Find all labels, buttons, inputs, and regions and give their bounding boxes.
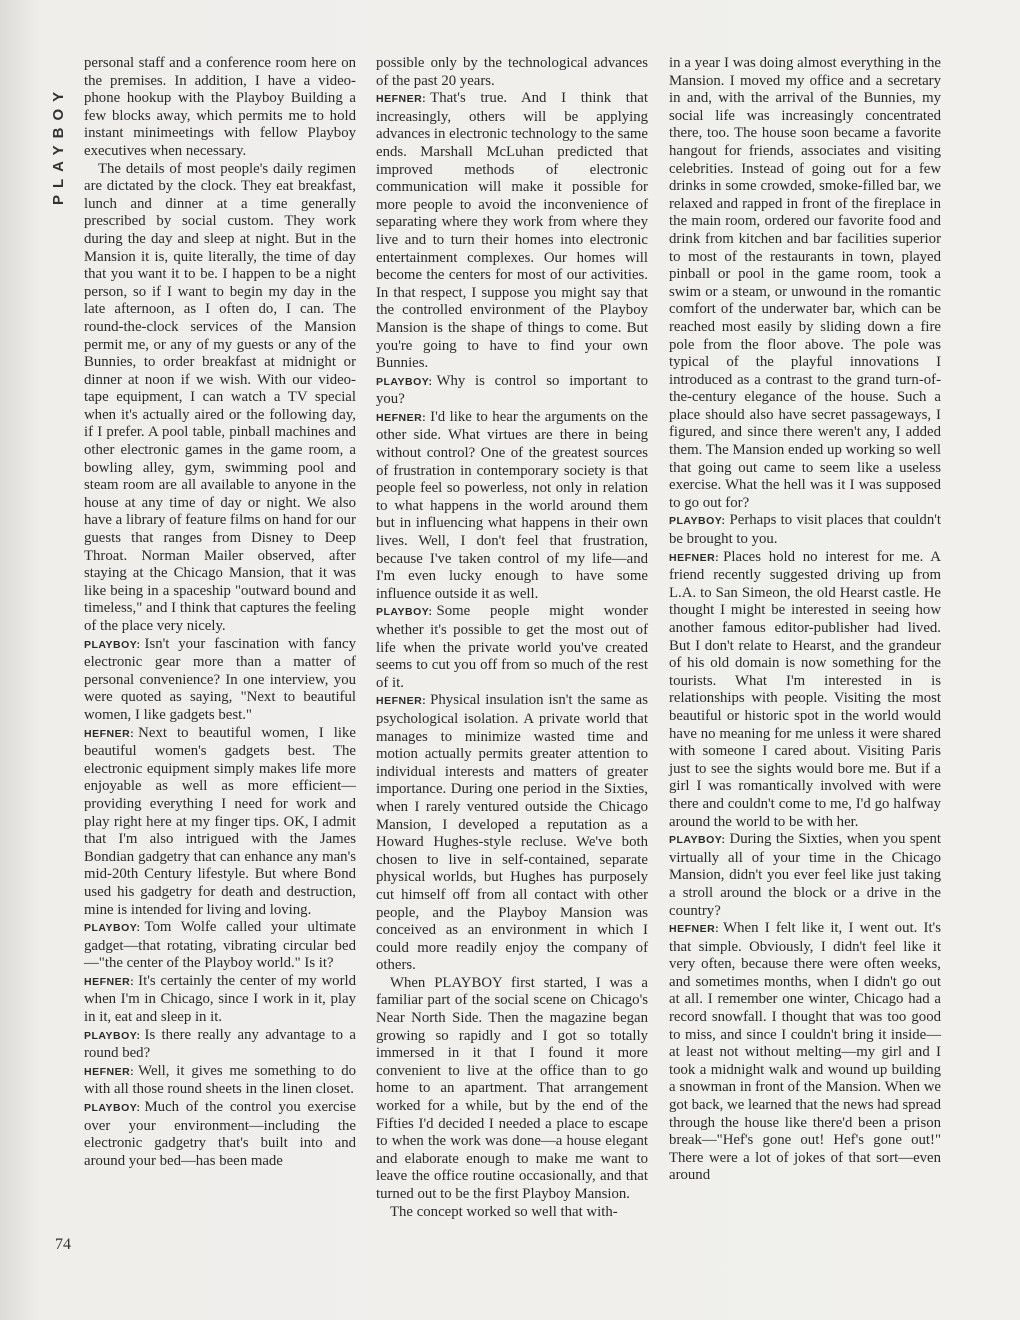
paragraph-text: When PLAYBOY first started, I was a familiar part of the social scene on Chicago's Near North Side. Then the magazine began growing so rapidly and I got so totally immersed in it that I found it more convenient to live at the office than to go home to an apartment. That arrangement worked for a while, but by the end of the Fifties I'd decided I needed a place to escape to when the work was done—a house elegant and elaborate enough to make me want to leave the office routine occasionally, and that turned out to be the first Playboy Mansion.	[376, 974, 648, 1202]
paragraph-text: Isn't your fascination with fancy electronic gear more than a matter of personal convenience? In one interview, you were quoted as saying, "Next to beautiful women, I like gadgets best."	[84, 635, 356, 723]
speaker-label: HEFNER:	[376, 695, 427, 708]
paragraph-text: Some people might wonder whether it's possible to get the most out of life when the private world you've created seems to cut you off from so much of the rest of it.	[376, 603, 648, 691]
speaker-label: PLAYBOY:	[84, 1102, 141, 1115]
paragraph-text: During the Sixties, when you spent virtually all of your time in the Chicago Mansion, didn't you ever feel like just taking a stroll around the block or a drive in the country?	[669, 831, 941, 919]
speaker-label: PLAYBOY:	[376, 375, 433, 388]
paragraph	[669, 549, 941, 832]
speaker-label: PLAYBOY:	[84, 1029, 141, 1042]
paragraph-text: Perhaps to visit places that couldn't be brought to you.	[669, 512, 941, 548]
paragraph-text: The concept worked so well that with-	[390, 1203, 618, 1220]
paragraph	[376, 692, 648, 975]
paragraph	[376, 975, 648, 1204]
paragraph-text: When I felt like it, I went out. It's that simple. Obviously, I didn't feel like it very often, because there were often weeks, and sometimes months, when I didn't go out at all. I remember one winter, Chicago had a record snowfall. I thought that was too good to miss, and since I couldn't bring it inside—at least not without melting—my girl and I took a midnight walk and wound up building a snowman in front of the Mansion. When we got back, we learned that the news had spread through the house like there'd been a prison break—"Hef's gone out! Hef's gone out!" There were a lot of jokes of that sort—even around	[669, 920, 941, 1184]
paragraph-text: Is there really any advantage to a round bed?	[84, 1026, 356, 1062]
paragraph-text: personal staff and a conference room here on the premises. In addition, I have a video-phone hookup with the Playboy Building a few blocks away, which permits me to hold instant minimeetings with fellow Playboy executives when necessary.	[84, 55, 356, 159]
paragraph	[84, 725, 356, 920]
paragraph-text: possible only by the technological advances of the past 20 years.	[376, 55, 648, 89]
text-column-3	[669, 55, 941, 1185]
paragraph-text: Next to beautiful women, I like beautiful women's gadgets best. The electronic equipment simply makes life more enjoyable as well as more efficient—providing everything I need for work and play right here at my finger tips. OK, I admit that I'm also intrigued with the James Bondian gadgetry that can enhance any man's mid-20th Century lifestyle. But where Bond used his gadgetry for death and destruction, mine is intended for living and loving.	[84, 724, 356, 918]
paragraph-text: Why is control so important to you?	[376, 372, 648, 408]
paragraph	[376, 55, 648, 90]
paragraph	[669, 512, 941, 548]
paragraph	[84, 1027, 356, 1063]
paragraph-text: I'd like to hear the arguments on the other side. What virtues are there in being without control? One of the greatest sources of frustration in contemporary society is that people feel so powerless, not only in relation to what happens in the world around them but in influencing what happens in their own lives. Well, I don't feel that frustration, because I've taken control of my life—and I'm even lucky enough to have some influence outside it as well.	[376, 408, 648, 602]
text-column-2	[376, 55, 648, 1221]
paragraph-text: Much of the control you exercise over your environment—including the electronic gadgetry that's built into and around your bed—has been made	[84, 1099, 356, 1169]
paragraph	[84, 636, 356, 725]
paragraph-text: That's true. And I think that increasingly, others will be applying advances in electronic technology to the same ends. Marshall McLuhan predicted that improved methods of electronic communication will make it possible for more people to avoid the inconvenience of separating where they work from where they live and to turn their homes into electronic entertainment complexes. Our homes will become the centers for most of our activities. In that respect, I suppose you might say that the controlled environment of the Playboy Mansion is the shape of things to come. But you're going to have to find your own Bunnies.	[376, 90, 648, 372]
speaker-label: HEFNER:	[376, 411, 427, 424]
page-number: 74	[55, 1236, 71, 1253]
paragraph	[669, 831, 941, 920]
paragraph	[84, 973, 356, 1027]
masthead: PLAYBOY	[50, 84, 67, 205]
paragraph	[376, 373, 648, 409]
speaker-label: PLAYBOY:	[84, 638, 141, 651]
speaker-label: HEFNER:	[669, 551, 720, 564]
speaker-label: PLAYBOY:	[376, 606, 433, 619]
speaker-label: HEFNER:	[84, 975, 135, 988]
paragraph-text: Physical insulation isn't the same as psychological isolation. A private world that manages to minimize wasted time and motion actually permits greater attention to individual interests and matters of greater importance. During one period in the Sixties, when I rarely ventured outside the Chicago Mansion, I developed a reputation as a Howard Hughes-style recluse. We've both chosen to live in self-contained, separate physical worlds, but Hughes has purposely cut himself off from all contact with other people, and the Playboy Mansion was conceived as an environment in which I could more readily enjoy the company of others.	[376, 692, 648, 974]
paragraph	[669, 920, 941, 1185]
paragraph	[84, 1099, 356, 1170]
paragraph	[84, 55, 356, 161]
speaker-label: HEFNER:	[376, 93, 427, 106]
speaker-label: HEFNER:	[669, 923, 720, 936]
text-column-1	[84, 55, 356, 1170]
paragraph	[84, 919, 356, 973]
paragraph-text: Tom Wolfe called your ultimate gadget—that rotating, vibrating circular bed—"the center of the Playboy world." Is it?	[84, 919, 356, 972]
paragraph-text: in a year I was doing almost everything in the Mansion. I moved my office and a secretary in and, with the arrival of the Bunnies, my social life was increasingly concentrated there, too. The house soon became a favorite hangout for friends, associates and visiting celebrities. Instead of going out for a few drinks in some crowded, smoke-filled bar, we relaxed and rapped in front of the fireplace in the main room, ordered our favorite food and drink from kitchen and bar facilities superior to most of the restaurants in town, played pinball or pool in the game room, took a swim or a steam, or unwound in the romantic comfort of the underwater bar, which can be reached most easily by sliding down a fire pole from the floor above. The pole was typical of the playful innovations I introduced as a contrast to the grand turn-of-the-century elegance of the house. Such a place should also have secret passageways, I figured, and since there weren't any, I added them. The Mansion ended up working so well that going out came to seem like a useless exercise. What the hell was it I was supposed to go out for?	[669, 55, 941, 511]
paragraph	[84, 161, 356, 636]
paragraph	[376, 90, 648, 373]
paragraph-text: Places hold no interest for me. A friend recently suggested driving up from L.A. to San Simeon, the old Hearst castle. He thought I might be interested in seeing how another famous editor-publisher had lived. But I don't relate to Hearst, and the grandeur of his old domain is now something for the tourists. What I'm interested in is relationships with people. Visiting the most beautiful or historic spot in the world would have no meaning for me unless it were shared with someone I cared about. Visiting Paris just to see the sights would bore me. But if a girl I was romantically involved with were there and couldn't come to me, I'd go halfway around the world to be with her.	[669, 548, 941, 830]
paragraph	[376, 603, 648, 692]
paragraph	[376, 1204, 648, 1222]
speaker-label: HEFNER:	[84, 1065, 135, 1078]
speaker-label: PLAYBOY:	[669, 515, 726, 528]
paragraph	[376, 409, 648, 604]
paragraph	[669, 55, 941, 512]
speaker-label: HEFNER:	[84, 727, 135, 740]
speaker-label: PLAYBOY:	[669, 834, 726, 847]
paragraph-text: Well, it gives me something to do with all those round sheets in the linen closet.	[84, 1062, 356, 1098]
paragraph-text: It's certainly the center of my world when I'm in Chicago, since I work in it, play in it, eat and sleep in it.	[84, 972, 356, 1026]
paragraph-text: The details of most people's daily regimen are dictated by the clock. They eat breakfast, lunch and dinner at a time generally prescribed by social custom. They work during the day and sleep at night. But in the Mansion it is, quite literally, the time of day that you want it to be. I happen to be a night person, so if I want to begin my day in the late afternoon, as I often do, I can. The round-the-clock services of the Mansion permit me, or any of my guests or any of the Bunnies, to order breakfast at midnight or dinner at noon if we wish. With our video-tape equipment, I can watch a TV special when it's actually aired or the following day, if I prefer. A pool table, pinball machines and other electronic games in the game room, a bowling alley, gym, swimming pool and steam room are all available to anyone in the house at any time of day or night. We also have a library of feature films on hand for our guests that ranges from Disney to Deep Throat. Norman Mailer observed, after staying at the Chicago Mansion, that it was like being in a spaceship "outward bound and timeless," and I think that captures the feeling of the place very nicely.	[84, 160, 356, 634]
paragraph	[84, 1063, 356, 1099]
speaker-label: PLAYBOY:	[84, 922, 141, 935]
